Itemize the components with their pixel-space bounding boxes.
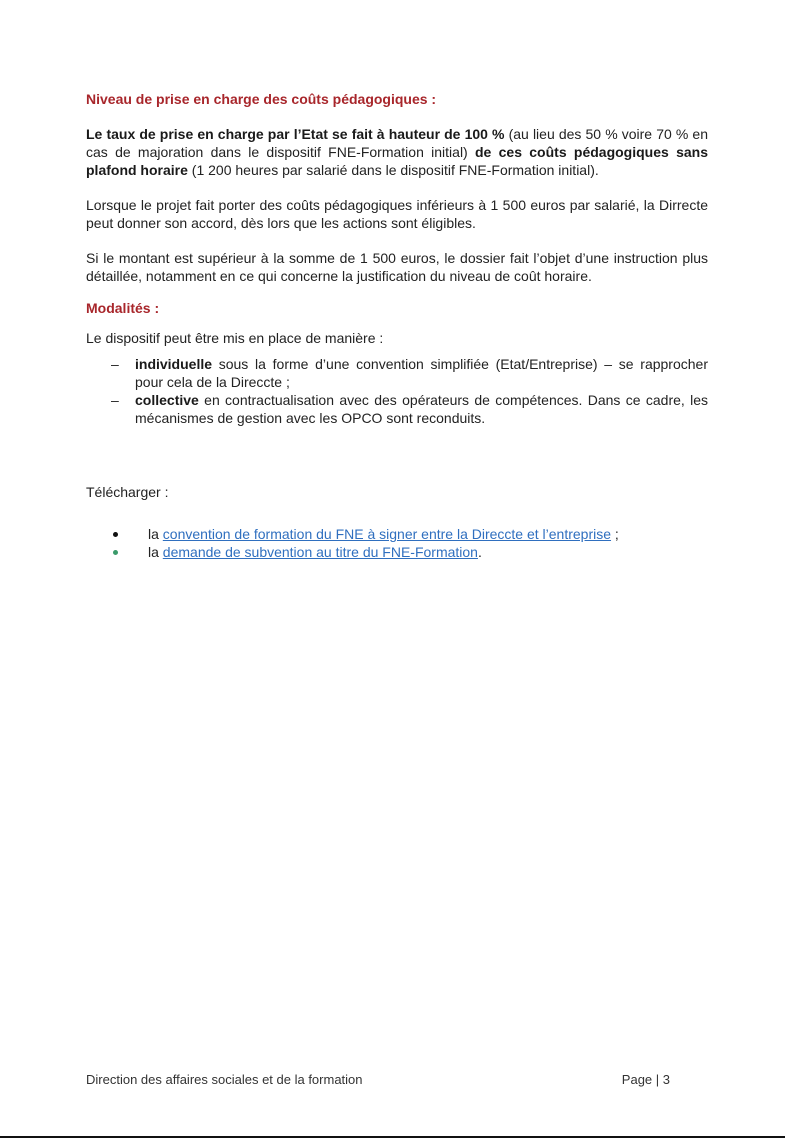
paragraph-rate xyxy=(86,125,708,179)
rate-bold-text: Le taux de prise en charge par l’Etat se fait à hauteur de 100 % xyxy=(86,126,505,142)
dash-marker: – xyxy=(111,392,119,408)
costs-bold-text: de ces coûts pédagogiques sans plafond horaire xyxy=(86,144,708,178)
collective-bold: collective xyxy=(135,392,199,408)
list-item-individual xyxy=(86,355,708,391)
individual-text: sous la forme d’une convention simplifiée (Etat/Entreprise) – se rapprocher pour cela de la Direccte ; xyxy=(135,356,708,390)
individual-bold: individuelle xyxy=(135,356,213,372)
hours-text: (1 200 heures par salarié dans le dispositif FNE-Formation initial). xyxy=(187,162,599,178)
paragraph-below-threshold: Lorsque le projet fait porter des coûts pédagogiques inférieurs à 1 500 euros par salarié, la Dirrecte peut donner son accord, dès lors que les actions sont éligibles. xyxy=(86,197,708,231)
rate-text: (au lieu des 50 % voire 70 % en cas de majoration dans le dispositif FNE-Formation initial) xyxy=(86,126,708,160)
list-item-collective xyxy=(86,391,708,427)
download-suffix: ; xyxy=(611,526,619,542)
modalities-list xyxy=(86,355,708,427)
collective-text: en contractualisation avec des opérateurs de compétences. Dans ce cadre, les mécanismes de gestion avec les OPCO sont reconduits. xyxy=(135,392,708,426)
subsidy-download-link[interactable]: demande de subvention au titre du FNE-Formation xyxy=(162,544,478,560)
downloads-list xyxy=(86,525,708,561)
page-content xyxy=(86,90,708,561)
page-number: Page | 3 xyxy=(621,1072,670,1087)
bottom-divider xyxy=(0,1136,785,1138)
download-suffix: . xyxy=(477,544,482,560)
downloads-title: Télécharger : xyxy=(86,484,169,500)
section-heading-modalities: Modalités : xyxy=(86,300,160,316)
dash-marker: – xyxy=(111,356,119,372)
bullet-dot-icon xyxy=(113,550,118,555)
footer-organization: Direction des affaires sociales et de la formation xyxy=(86,1072,363,1087)
section-heading-costs: Niveau de prise en charge des coûts pédagogiques : xyxy=(86,91,437,107)
download-prefix: la xyxy=(148,526,163,542)
modalities-intro: Le dispositif peut être mis en place de manière : xyxy=(86,330,384,346)
download-item-convention xyxy=(86,525,708,543)
download-item-subsidy xyxy=(86,543,708,561)
bullet-dot-icon xyxy=(113,532,118,537)
page-footer xyxy=(86,1072,670,1087)
download-prefix: la xyxy=(148,544,163,560)
convention-download-link[interactable]: convention de formation du FNE à signer entre la Direccte et l’entreprise xyxy=(162,526,612,542)
paragraph-above-threshold: Si le montant est supérieur à la somme de 1 500 euros, le dossier fait l’objet d’une instruction plus détaillée, notamment en ce qui concerne la justification du niveau de coût horaire. xyxy=(86,250,708,284)
